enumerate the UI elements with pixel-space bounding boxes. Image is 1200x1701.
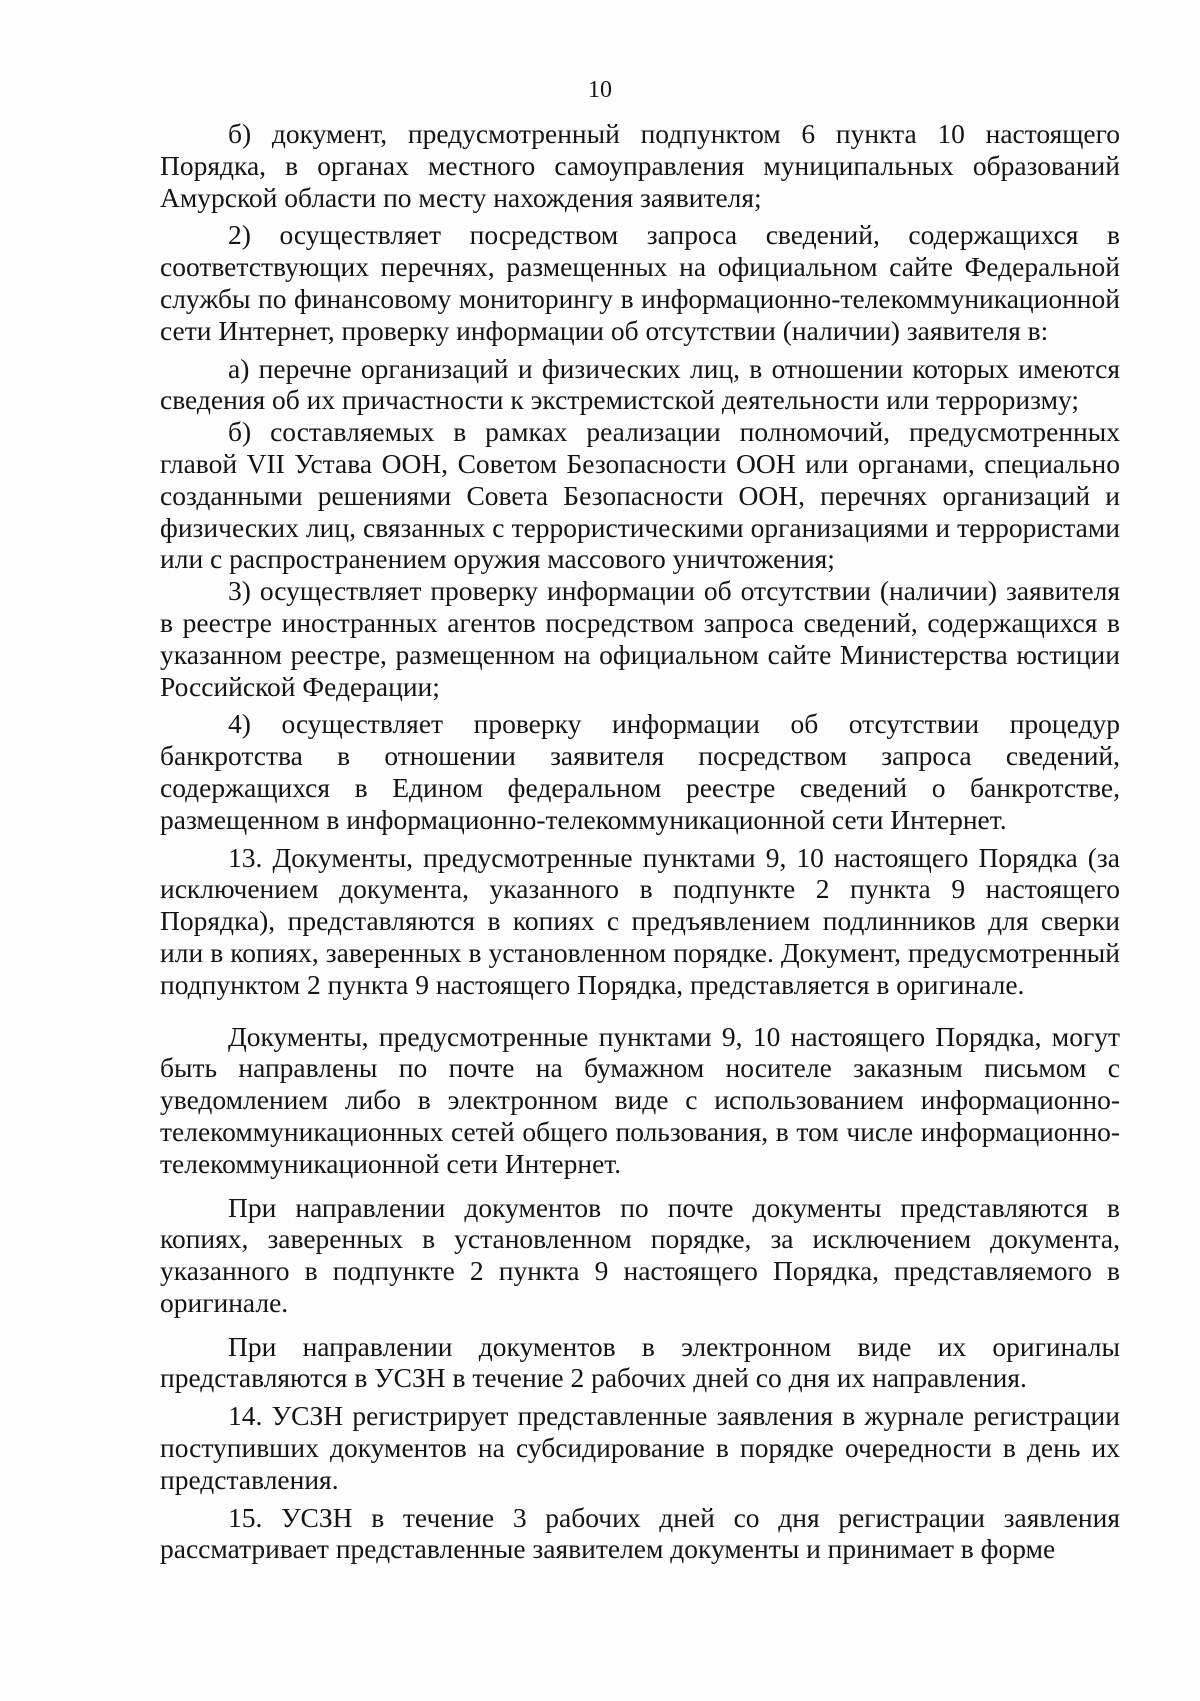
paragraph-3: 3) осуществляет проверку информации об отсутствии (наличии) заявителя в реестре иностранных агентов посредством запроса сведений, содержащихся в указанном реестре, размещенном на официальном сайте Министерства юстиции Российской Федерации;	[160, 575, 1120, 702]
paragraph-2: 2) осуществляет посредством запроса сведений, содержащихся в соответствующих перечнях, размещенных на официальном сайте Федеральной службы по финансовому мониторингу в информационно-телекоммуникационной сети Интернет, проверку информации об отсутствии (наличии) заявителя в:	[160, 219, 1120, 346]
paragraph-13-mail: Документы, предусмотренные пунктами 9, 10 настоящего Порядка, могут быть направлены по почте на бумажном носителе заказным письмом с уведомлением либо в электронном виде с использованием информационно-телекоммуникационных сетей общего пользования, в том числе информационно-телекоммуникационной сети Интернет.	[160, 1020, 1120, 1179]
page-number: 10	[588, 77, 612, 103]
document-body	[160, 118, 1120, 1565]
paragraph-13: 13. Документы, предусмотренные пунктами 9, 10 настоящего Порядка (за исключением документа, указанного в подпункте 2 пункта 9 настоящего Порядка), представляются в копиях с предъявлением подлинников для сверки или в копиях, заверенных в установленном порядке. Документ, предусмотренный подпунктом 2 пункта 9 настоящего Порядка, представляется в оригинале.	[160, 841, 1120, 1000]
paragraph-2a: а) перечне организаций и физических лиц, в отношении которых имеются сведения об их причастности к экстремистской деятельности или терроризму;	[160, 352, 1120, 416]
paragraph-13-electronic: При направлении документов в электронном виде их оригиналы представляются в УСЗН в течение 2 рабочих дней со дня их направления.	[160, 1330, 1120, 1394]
paragraph-4: 4) осуществляет проверку информации об отсутствии процедур банкротства в отношении заявителя посредством запроса сведений, содержащихся в Едином федеральном реестре сведений о банкротстве, размещенном в информационно-телекоммуникационной сети Интернет.	[160, 708, 1120, 835]
paragraph-14: 14. УСЗН регистрирует представленные заявления в журнале регистрации поступивших документов на субсидирование в порядке очередности в день их представления.	[160, 1400, 1120, 1495]
paragraph-1b: б) документ, предусмотренный подпунктом 6 пункта 10 настоящего Порядка, в органах местного самоуправления муниципальных образований Амурской области по месту нахождения заявителя;	[160, 118, 1120, 213]
paragraph-15: 15. УСЗН в течение 3 рабочих дней со дня регистрации заявления рассматривает представленные заявителем документы и принимает в форме	[160, 1501, 1120, 1565]
paragraph-13-post: При направлении документов по почте документы представляются в копиях, заверенных в установленном порядке, за исключением документа, указанного в подпункте 2 пункта 9 настоящего Порядка, представляемого в оригинале.	[160, 1191, 1120, 1318]
paragraph-2b: б) составляемых в рамках реализации полномочий, предусмотренных главой VII Устава ООН, Советом Безопасности ООН или органами, специально созданными решениями Совета Безопасности ООН, перечнях организаций и физических лиц, связанных с террористическими организациями и террористами или с распространением оружия массового уничтожения;	[160, 416, 1120, 575]
